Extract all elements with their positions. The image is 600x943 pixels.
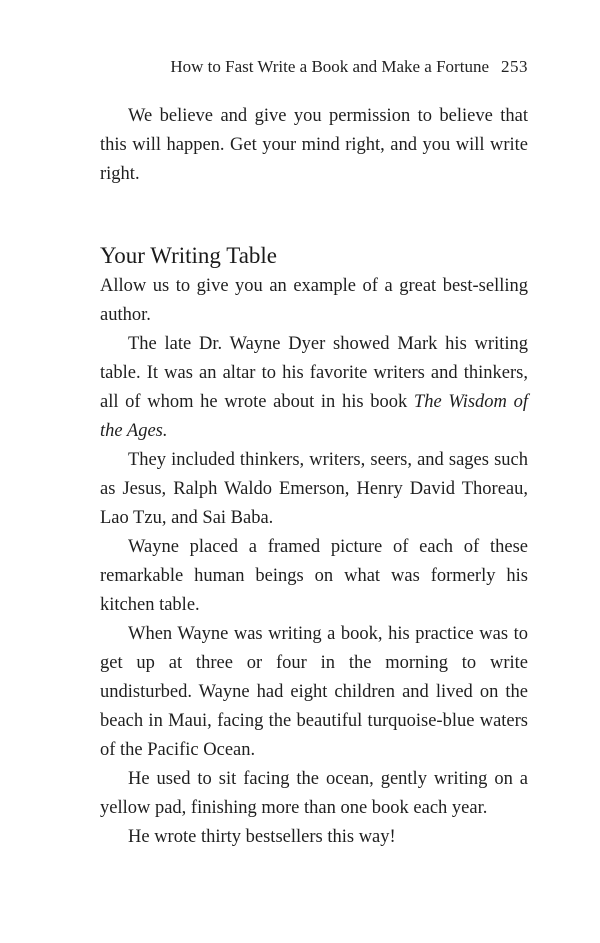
section-heading: Your Writing Table [100, 243, 278, 268]
page-number: 253 [501, 57, 528, 76]
intro-text [100, 102, 528, 189]
section-body [100, 272, 528, 852]
running-header [170, 56, 528, 78]
paragraph-7: He wrote thirty bestsellers this way! [128, 827, 396, 847]
book-title: How to Fast Write a Book and Make a Fortune [170, 57, 489, 76]
paragraph-3: They included thinkers, writers, seers, and sages such as Jesus, Ralph Waldo Emerson, Henry David Thoreau, Lao Tzu, and Sai Baba. [100, 450, 528, 528]
paragraph-5: When Wayne was writing a book, his practice was to get up at three or four in the morning to write undisturbed. Wayne had eight children and lived on the beach in Maui, facing the beautiful turquoise-blue waters of the Pacific Ocean. [100, 624, 528, 760]
paragraph-1: Allow us to give you an example of a great best-selling author. [100, 276, 528, 325]
paragraph-4: Wayne placed a framed picture of each of these remarkable human beings on what was formerly his kitchen table. [100, 537, 528, 615]
intro-paragraph: We believe and give you permission to believe that this will happen. Get your mind right, and you will write right. [100, 106, 528, 184]
book-title-italic: The Wisdom of the Ages. [100, 392, 528, 441]
paragraph-2-text: The late Dr. Wayne Dyer showed Mark his writing table. It was an altar to his favorite writers and thinkers, all of whom he wrote about in his book [100, 334, 528, 412]
paragraph-2 [100, 330, 528, 446]
paragraph-6: He used to sit facing the ocean, gently writing on a yellow pad, finishing more than one book each year. [100, 769, 528, 818]
